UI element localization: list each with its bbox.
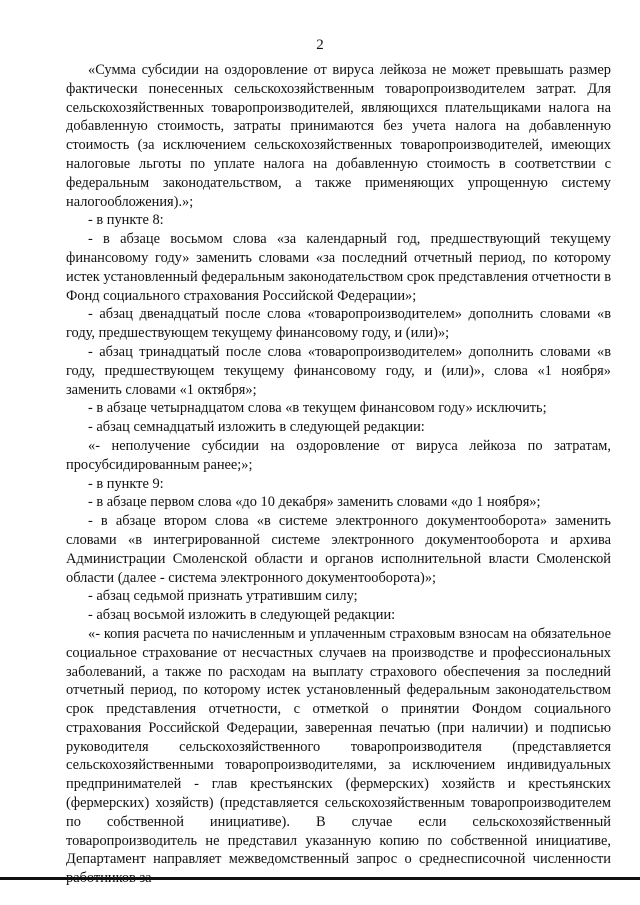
paragraph-item-9-abzac-1: - в абзаце первом слова «до 10 декабря» заменить словами «до 1 ноября»;: [88, 494, 541, 511]
paragraph-item-8-abzac-13: - абзац тринадцатый после слова «товаропроизводителем» дополнить словами «в году, предшествующем текущему финансовому году, и (или)», слова «1 ноября» заменить словами «1 октября»;: [66, 343, 611, 398]
paragraph-subsidy-amount: «Сумма субсидии на оздоровление от вируса лейкоза не может превышать размер фактически понесенных сельскохозяйственным товаропроизводителем затрат. Для сельскохозяйственных товаропроизводителей, являющихся плательщиками налога на добавленную стоимость, затраты принимаются без учета налога на добавленную стоимость (за исключением сельскохозяйственных товаропроизводителей, имеющих налоговые льготы по уплате налога на добавленную стоимость в соответствии с федеральным законодательством, а также применяющих упрощенную систему налогообложения).»;: [66, 62, 611, 210]
paragraph-item-9-abzac-7: - абзац седьмой признать утратившим силу;: [88, 588, 358, 605]
paragraph-item-9-abzac-8-text: «- копия расчета по начисленным и уплаченным страховым взносам на обязательное социальное страхование от несчастных случаев на производстве и профессиональных заболеваний, а также по расходам на выплату страхового обеспечения за последний отчетный период, по которому истек установленный федеральным законодательством срок представления отчетности, с отметкой о принятии Фондом социального страхования Российской Федерации, заверенная печатью (при наличии) и подписью руководителя сельскохозяйственного товаропроизводителя (представляется сельскохозяйственными товаропроизводителями, за исключением индивидуальных предпринимателей - глав крестьянских (фермерских) хозяйств и крестьянских (фермерских) хозяйств) (представляется сельскохозяйственным товаропроизводителем по собственной инициативе). В случае если сельскохозяйственный товаропроизводитель не представил указанную копию по собственной инициативе, Департамент направляет межведомственный запрос о среднесписочной численности: [66, 625, 611, 868]
paragraph-item-8: - в пункте 8:: [88, 212, 164, 229]
bottom-rule: [0, 877, 640, 880]
paragraph-item-8-abzac-17-text: «- неполучение субсидии на оздоровление от вируса лейкоза по затратам, просубсидированным ранее;»;: [66, 437, 611, 473]
paragraph-item-9: - в пункте 9:: [88, 475, 164, 492]
paragraph-item-8-abzac-8: - в абзаце восьмом слова «за календарный год, предшествующий текущему финансовому году» заменить словами «за последний отчетный период, по которому истек установленный федеральным законодательством срок представления отчетности в Фонд социального страхования Российской Федерации»;: [66, 231, 611, 304]
paragraph-item-8-abzac-12: - абзац двенадцатый после слова «товаропроизводителем» дополнить словами «в году, предшествующем текущему финансовому году, и (или)»;: [66, 306, 611, 342]
paragraph-item-9-abzac-2: - в абзаце втором слова «в системе электронного документооборота» заменить словами «в интегрированной системе электронного документооборота и архива Администрации Смоленской области и органов исполнительной власти Смоленской области (далее - система электронного документооборота)»;: [66, 513, 611, 586]
document-body: [66, 61, 611, 888]
paragraph-item-8-abzac-14: - в абзаце четырнадцатом слова «в текущем финансовом году» исключить;: [88, 400, 547, 417]
paragraph-item-9-abzac-8: - абзац восьмой изложить в следующей редакции:: [88, 607, 396, 624]
paragraph-item-8-abzac-17: - абзац семнадцатый изложить в следующей редакции:: [88, 419, 425, 436]
page-number: 2: [316, 37, 324, 53]
